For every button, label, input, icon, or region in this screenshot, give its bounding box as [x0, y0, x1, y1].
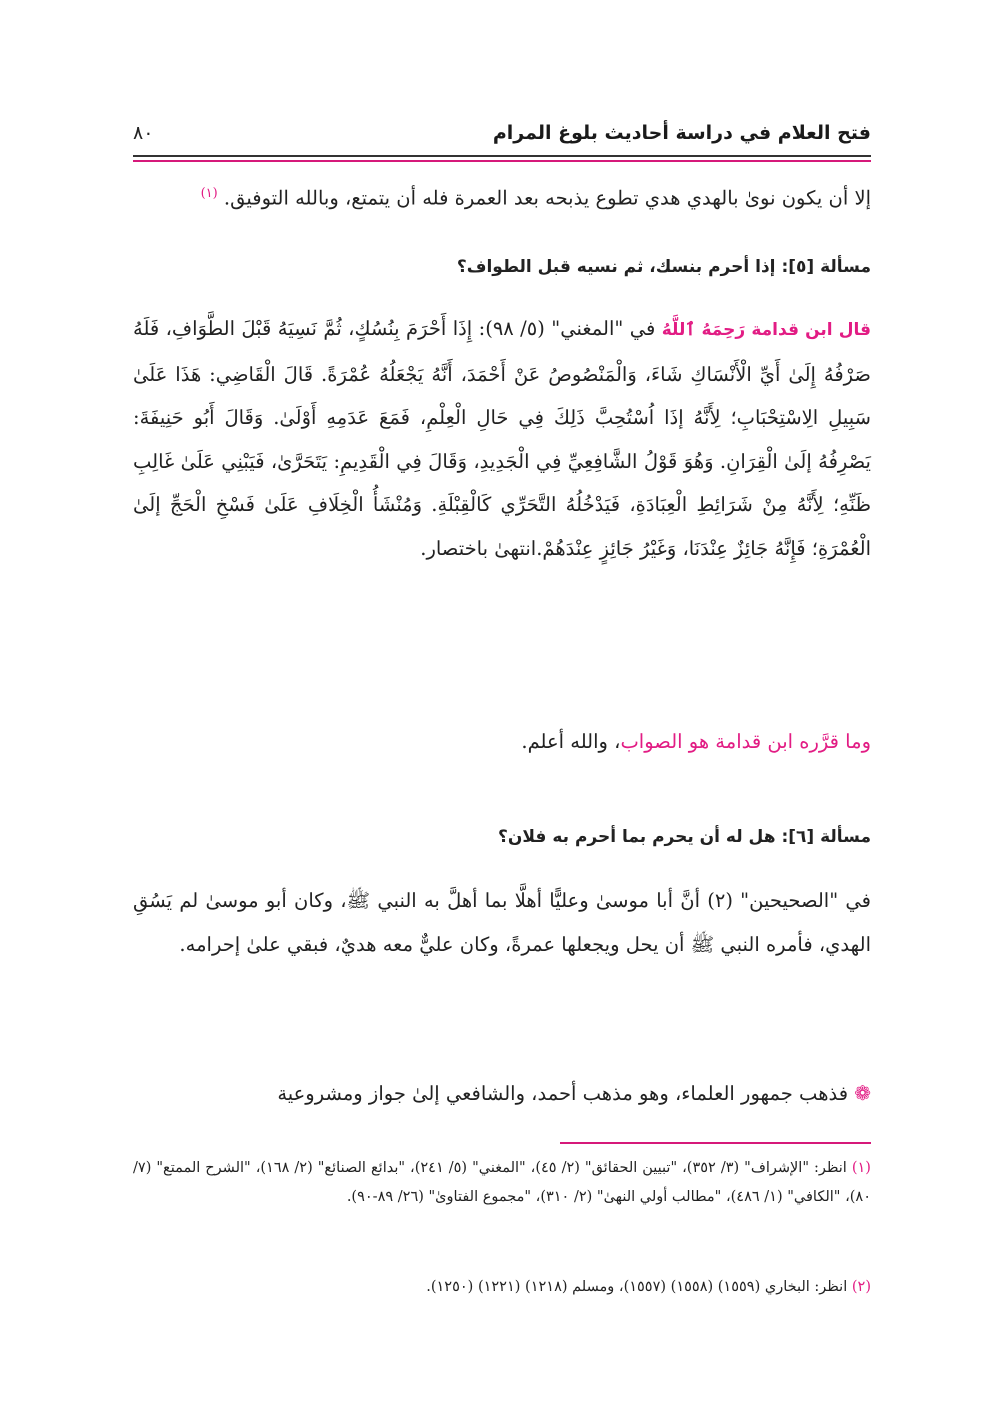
conclusion-rest: ، والله أعلم.: [521, 730, 621, 753]
running-header: [133, 118, 871, 156]
paragraph-majority: [133, 1072, 871, 1116]
footnote-1-text: انظر: "الإشراف" (٣/ ٣٥٢)، "تبيين الحقائق" (٢/ ٤٥)، "المغني" (٥/ ٢٤١)، "بدائع الصنائع" (٢/ ١٦٨)، "الشرح الممتع" (٧/ ٨٠)، "الكافي" (١/ ٤٨٦)، "مطالب أولي النهىٰ" (٢/ ٣١٠)، "مجموع الفتاوىٰ" (٢٦/ ٨٩-٩٠).: [133, 1160, 871, 1205]
footnote-2: [133, 1273, 871, 1302]
footnote-2-text: انظر: البخاري (١٥٥٩) (١٥٥٨) (١٥٥٧)، ومسلم (١٢١٨) (١٢٢١) (١٢٥٠).: [426, 1279, 848, 1295]
question-5-label: مسألة [٥]:: [781, 257, 871, 277]
footnote-2-number: (٢): [851, 1279, 871, 1295]
header-rule-pink: [133, 160, 871, 162]
paragraph-1-text: في "المغني" (٥/ ٩٨): إِذَا أَحْرَمَ بِنُسُكٍ، ثُمَّ نَسِيَهُ قَبْلَ الطَّوَافِ، فَلَهُ صَرْفُهُ إِلَىٰ أَيِّ الْأَنْسَاكِ شَاءَ، وَالْمَنْصُوصُ عَنْ أَحْمَدَ، أَنَّهُ يَجْعَلُهُ عُمْرَةً. قَالَ الْقَاضِي: هَذَا عَلَىٰ سَبِيلِ الِاسْتِحْبَابِ؛ لِأَنَّهُ إذَا اُسْتُحِبَّ ذَلِكَ فِي حَالِ الْعِلْمِ، فَمَعَ عَدَمِهِ أَوْلَىٰ. وَقَالَ أَبُو حَنِيفَةَ: يَصْرِفُهُ إلَىٰ الْقِرَانِ. وَهُوَ قَوْلُ الشَّافِعِيِّ فِي الْجَدِيدِ، وَقَالَ فِي الْقَدِيمِ: يَتَحَرَّىٰ، فَيَبْنِي عَلَىٰ غَالِبِ ظَنِّهِ؛ لِأَنَّهُ مِنْ شَرَائِطِ الْعِبَادَةِ، فَيَدْخُلُهُ التَّحَرِّي كَالْقِبْلَةِ. وَمُنْشَأُ الْخِلَافِ عَلَىٰ فَسْخِ الْحَجِّ إلَىٰ الْعُمْرَةِ؛ فَإِنَّهُ جَائِزٌ عِنْدَنَا، وَغَيْرُ جَائِزٍ عِنْدَهُمْ.انتهىٰ باختصار.: [133, 317, 871, 560]
conclusion-line: [133, 720, 871, 764]
paragraph-sahihayn: [133, 879, 871, 966]
speaker: قال ابن قدامة رَحِمَهُ ٱللَّهُ: [661, 320, 871, 340]
question-6-heading: [133, 827, 871, 847]
footnote-rule: [560, 1142, 871, 1144]
footnote-1-number: (١): [851, 1160, 871, 1176]
flower-bullet-icon: ❁: [854, 1081, 871, 1105]
question-6-title: هل له أن يحرم بما أحرم به فلان؟: [498, 827, 776, 847]
book-title: فتح العلام في دراسة أحاديث بلوغ المرام: [492, 122, 871, 144]
conclusion-highlight: وما قرَّره ابن قدامة هو الصواب: [620, 730, 871, 753]
paragraph-3-text: فذهب جمهور العلماء، وهو مذهب أحمد، والشافعي إلىٰ جواز ومشروعية: [277, 1082, 849, 1105]
header-rule-dark: [133, 155, 871, 157]
page-number: ٨٠: [133, 122, 154, 144]
top-line-text: إلا أن يكون نوىٰ بالهدي هدي تطوع يذبحه بعد العمرة فله أن يتمتع، وبالله التوفيق.: [223, 186, 871, 210]
footnote-1: [133, 1154, 871, 1212]
paragraph-ibn-qudama: [133, 307, 871, 570]
question-6-label: مسألة [٦]:: [781, 827, 871, 847]
question-5-title: إذا أحرم بنسك، ثم نسيه قبل الطواف؟: [456, 257, 776, 277]
paragraph-2-text: في "الصحيحين" (٢) أنَّ أبا موسىٰ وعليًّا أهلَّا بما أهلَّ به النبي ﷺ، وكان أبو موسىٰ لم يَسُقِ الهدي، فأمره النبي ﷺ أن يحل ويجعلها عمرةً، وكان عليٌّ معه هديٌ، فبقي علىٰ إحرامه.: [133, 889, 871, 956]
footnote-ref-1: (١): [200, 186, 218, 201]
top-line: [133, 172, 871, 220]
question-5-heading: [133, 257, 871, 277]
